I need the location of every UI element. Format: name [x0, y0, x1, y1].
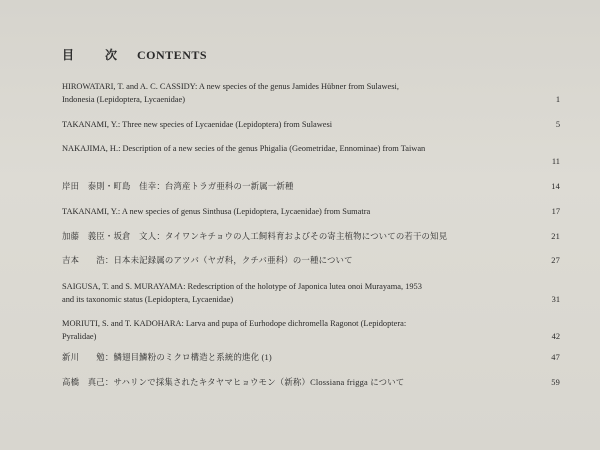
entry-page: 11	[551, 157, 560, 166]
heading-jp: 目 次	[62, 48, 132, 62]
entry-title: TAKANAMI, Y.: A new species of genus Sinthusa (Lepidoptera, Lycaenidae) from Sumatra	[62, 207, 371, 216]
entry-title: TAKANAMI, Y.: Three new species of Lycaenidae (Lepidoptera) from Sulawesi	[62, 120, 333, 129]
toc-entry	[62, 376, 560, 389]
entry-title: 岸田 泰則・町島 佳幸：台湾産トラガ亜科の一新属一新種	[62, 182, 294, 191]
entry-title: SAIGUSA, T. and S. MURAYAMA: Redescription of the holotype of Japonica lutea onoi Murayama, 1953	[62, 282, 422, 291]
toc-entry	[62, 205, 560, 218]
toc-entry	[62, 80, 560, 106]
entry-page: 5	[555, 120, 560, 129]
entry-title: 加藤 義臣・坂倉 文人：タイワンキチョウの人工飼料育およびその寄主植物についての若干の知見	[62, 232, 448, 241]
entry-page: 42	[551, 332, 560, 341]
contents-heading	[62, 46, 207, 63]
entry-page: 31	[551, 295, 560, 304]
entry-page: 27	[551, 256, 560, 265]
entry-title-cont: Indonesia (Lepidoptera, Lycaenidae)	[62, 95, 186, 104]
toc-entry	[62, 254, 560, 267]
toc-entry	[62, 317, 560, 343]
entry-title: 高橋 真己：サハリンで採集されたキタヤマヒョウモン（新称）Clossiana frigga について	[62, 378, 405, 387]
toc-entry	[62, 118, 560, 131]
entry-page: 14	[551, 182, 560, 191]
entry-title: 新川 勉：鱗翅目鱗粉のミクロ構造と系統的進化 (1)	[62, 353, 272, 362]
entry-page: 21	[551, 232, 560, 241]
entry-title-cont: and its taxonomic status (Lepidoptera, Lycaenidae)	[62, 295, 234, 304]
toc-entry	[62, 180, 560, 193]
entry-title: 吉本 浩：日本未記録属のアツバ（ヤガ科，クチバ亜科）の一種について	[62, 256, 353, 265]
entry-title-cont: Pyralidae)	[62, 332, 97, 341]
entry-page: 59	[551, 378, 560, 387]
heading-en: CONTENTS	[137, 48, 208, 62]
toc-entry	[62, 142, 560, 168]
toc-entry	[62, 351, 560, 364]
entry-title: MORIUTI, S. and T. KADOHARA: Larva and pupa of Eurhodope dichromella Ragonot (Lepidoptera:	[62, 319, 407, 328]
entry-page: 1	[555, 95, 560, 104]
toc-entry	[62, 230, 560, 243]
toc-entry	[62, 280, 560, 306]
entry-page: 47	[551, 353, 560, 362]
entry-page: 17	[551, 207, 560, 216]
entry-title: NAKAJIMA, H.: Description of a new secies of the genus Phigalia (Geometridae, Ennominae) from Taiwan	[62, 144, 426, 153]
entry-title: HIROWATARI, T. and A. C. CASSIDY: A new species of the genus Jamides Hübner from Sulawesi,	[62, 82, 399, 91]
